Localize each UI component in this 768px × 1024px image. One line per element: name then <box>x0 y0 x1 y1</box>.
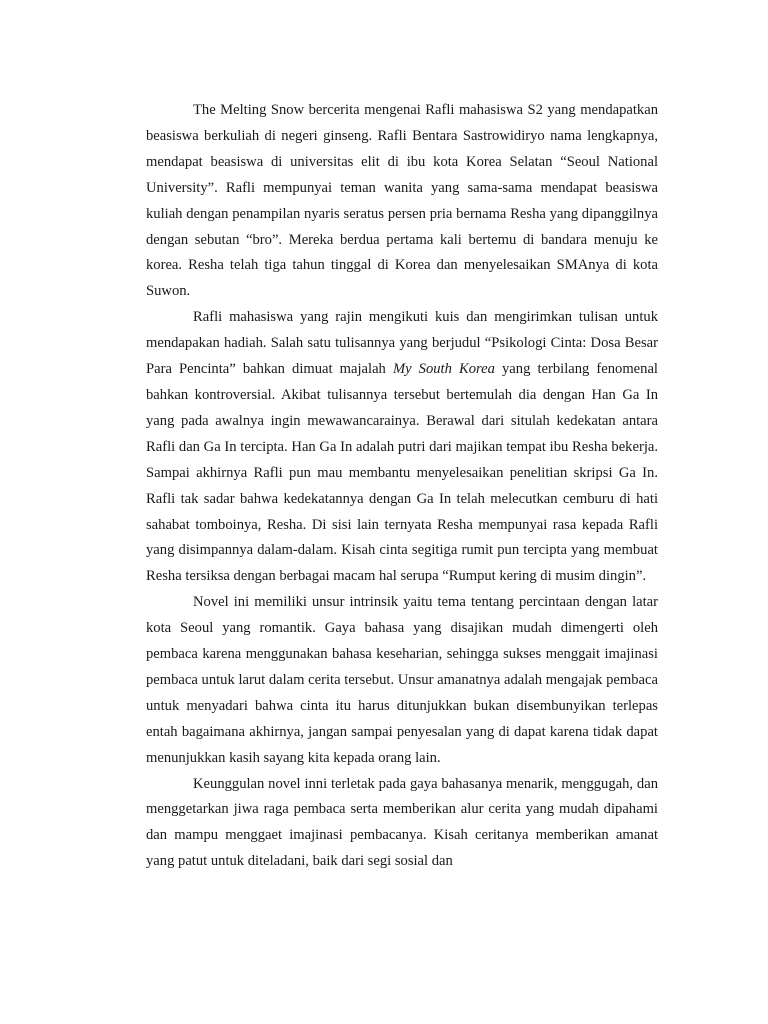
paragraph-plot-text-before: Rafli mahasiswa yang rajin mengikuti kuis dan mengirimkan tulisan untuk mendapakan hadiah. Salah satu tulisannya yang berjudul “Psikologi Cinta: Dosa Besar Para Pencinta” bahkan dimuat majalah <box>146 309 658 378</box>
magazine-title: My South Korea <box>392 361 495 378</box>
paragraph-intrinsic-elements: Novel ini memiliki unsur intrinsik yaitu tema tentang percintaan dengan latar kota Seoul yang romantik. Gaya bahasa yang disajikan mudah dimengerti oleh pembaca karena menggunakan bahasa keseharian, sehingga sukses menggait imajinasi pembaca untuk larut dalam cerita tersebut. Unsur amanatnya adalah mengajak pembaca untuk menyadari bahwa cinta itu harus ditunjukkan bukan disembunyikan terlepas entah bagaimana akhirnya, jangan sampai penyesalan yang di dapat karena tidak dapat menunjukkan kasih sayang kita kepada orang lain. <box>146 594 658 766</box>
paragraph-plot-text-after: yang terbilang fenomenal bahkan kontroversial. Akibat tulisannya tersebut bertemulah dia dengan Han Ga In yang pada awalnya ingin mewawancarainya. Berawal dari situlah kedekatan antara Rafli dan Ga In tercipta. Han Ga In adalah putri dari majikan tempat ibu Resha bekerja. Sampai akhirnya Rafli pun mau membantu menyelesaikan penelitian skripsi Ga In. Rafli tak sadar bahwa kedekatannya dengan Ga In telah melecutkan cemburu di hati sahabat tomboinya, Resha. Di sisi lain ternyata Resha mempunyai rasa kepada Rafli yang disimpannya dalam-dalam. Kisah cinta segitiga rumit pun tercipta yang membuat Resha tersiksa dengan berbagai macam hal serupa “Rumput kering di musim dingin”. <box>146 361 658 585</box>
paragraph-strengths: Keunggulan novel inni terletak pada gaya bahasanya menarik, menggugah, dan menggetarkan jiwa raga pembaca serta memberikan alur cerita yang mudah dipahami dan mampu menggaet imajinasi pembacanya. Kisah ceritanya memberikan amanat yang patut untuk diteladani, baik dari segi sosial dan <box>146 775 658 870</box>
paragraph-plot <box>146 305 658 590</box>
document-body <box>146 98 658 875</box>
paragraph-synopsis: The Melting Snow bercerita mengenai Rafli mahasiswa S2 yang mendapatkan beasiswa berkuliah di negeri ginseng. Rafli Bentara Sastrowidiryo nama lengkapnya, mendapat beasiswa di universitas elit di ibu kota Korea Selatan “Seoul National University”. Rafli mempunyai teman wanita yang sama-sama mendapat beasiswa kuliah dengan penampilan nyaris seratus persen pria bernama Resha yang dipanggilnya dengan sebutan “bro”. Mereka berdua pertama kali bertemu di bandara menuju ke korea. Resha telah tiga tahun tinggal di Korea dan menyelesaikan SMAnya di kota Suwon. <box>146 102 658 300</box>
